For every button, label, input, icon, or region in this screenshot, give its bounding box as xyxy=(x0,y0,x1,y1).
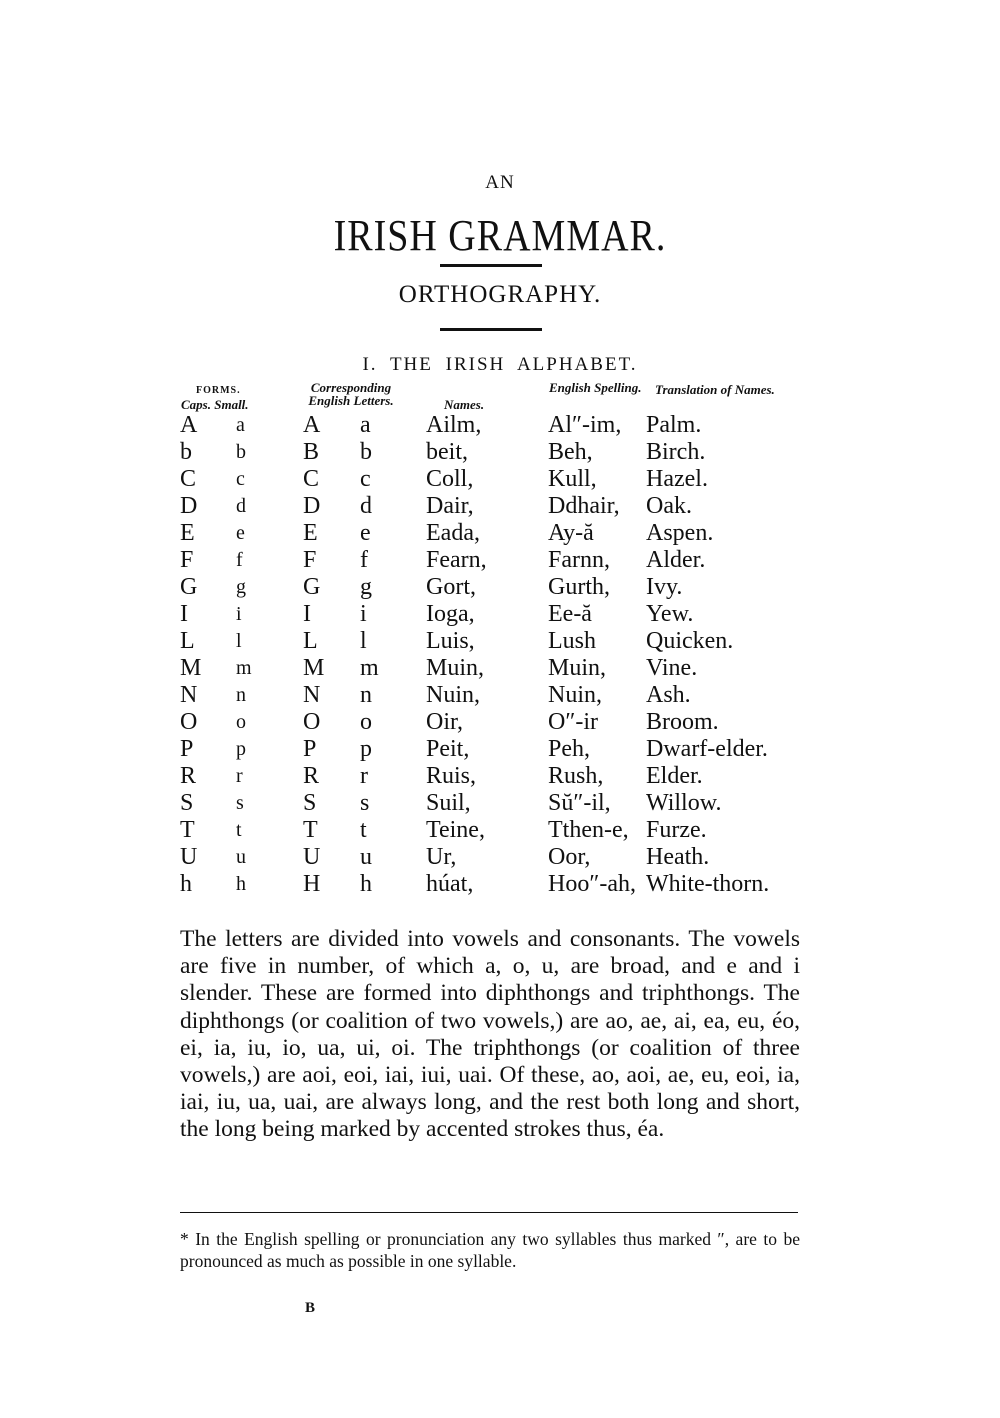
section-title: ORTHOGRAPHY. xyxy=(398,281,602,308)
letter-name: Muin, xyxy=(426,655,485,681)
alphabet-row xyxy=(0,655,1000,682)
page-signature: B xyxy=(305,1300,316,1316)
english-capital: C xyxy=(303,466,320,492)
title-rule xyxy=(440,264,542,267)
alphabet-row xyxy=(0,493,1000,520)
alphabet-row xyxy=(0,763,1000,790)
irish-capital: U xyxy=(180,844,198,870)
english-spelling: Lush xyxy=(548,628,596,654)
irish-small: p xyxy=(236,738,246,760)
letter-name: Dair, xyxy=(426,493,474,519)
english-capital: O xyxy=(303,709,321,735)
english-spelling: Beh, xyxy=(548,439,593,465)
translation: White-thorn. xyxy=(646,871,770,897)
irish-small: d xyxy=(236,495,246,517)
letter-name: Ailm, xyxy=(426,412,482,438)
irish-capital: b xyxy=(180,439,192,465)
alphabet-row xyxy=(0,439,1000,466)
english-spelling: Muin, xyxy=(548,655,607,681)
irish-capital: T xyxy=(180,817,195,843)
letter-name: Fearn, xyxy=(426,547,487,573)
irish-capital: F xyxy=(180,547,194,573)
footnote-rule xyxy=(180,1212,798,1213)
english-spelling: Kull, xyxy=(548,466,597,492)
section-rule xyxy=(440,328,542,331)
irish-small: r xyxy=(236,765,243,787)
english-spelling: Sŭ″-il, xyxy=(548,790,611,816)
irish-small: h xyxy=(236,873,246,895)
translation: Aspen. xyxy=(646,520,714,546)
pre-title: AN xyxy=(485,172,515,193)
english-small: u xyxy=(360,844,372,870)
letter-name: beit, xyxy=(426,439,468,465)
translation: Ash. xyxy=(646,682,691,708)
irish-small: b xyxy=(236,441,246,463)
english-capital: F xyxy=(303,547,317,573)
irish-capital: G xyxy=(180,574,198,600)
letter-name: Teine, xyxy=(426,817,485,843)
header-corresponding: Corresponding English Letters. xyxy=(308,380,394,408)
subsection-title: I. THE IRISH ALPHABET. xyxy=(362,354,638,375)
alphabet-row xyxy=(0,466,1000,493)
letter-name: Peit, xyxy=(426,736,470,762)
alphabet-row xyxy=(0,790,1000,817)
english-capital: B xyxy=(303,439,320,465)
body-paragraph: The letters are divided into vowels and consonants. The vowels are five in number, of which a, o, u, are broad, and e and i slender. These are formed into diphthongs and triphthongs. The diphthongs (or coalition of two vowels,) are ao, ae, ai, ea, eu, éo, ei, ia, iu, io, ua, ui, oi. The triphthongs (or coalition of three vowels,) are aoi, eoi, iai, iui, uai. Of these, ao, aoi, ae, eu, eoi, ia, iai, iu, ua, uai, are always long, and the rest both long and short, the long being marked by accented strokes thus, éa. xyxy=(180,926,800,1143)
english-spelling: Tthen-e, xyxy=(548,817,629,843)
alphabet-row xyxy=(0,601,1000,628)
english-small: a xyxy=(360,412,371,438)
letter-name: húat, xyxy=(426,871,474,897)
english-capital: M xyxy=(303,655,325,681)
english-small: d xyxy=(360,493,372,519)
alphabet-row xyxy=(0,736,1000,763)
irish-capital: M xyxy=(180,655,202,681)
irish-capital: h xyxy=(180,871,192,897)
alphabet-row xyxy=(0,709,1000,736)
irish-small: e xyxy=(236,522,245,544)
english-small: f xyxy=(360,547,368,573)
english-small: p xyxy=(360,736,372,762)
english-spelling: Ay-ă xyxy=(548,520,594,546)
english-capital: E xyxy=(303,520,318,546)
english-capital: N xyxy=(303,682,321,708)
english-spelling: Ee-ă xyxy=(548,601,592,627)
english-small: s xyxy=(360,790,370,816)
translation: Yew. xyxy=(646,601,694,627)
translation: Elder. xyxy=(646,763,703,789)
letter-name: Ruis, xyxy=(426,763,477,789)
header-forms: FORMS. xyxy=(196,385,241,396)
english-spelling: Gurth, xyxy=(548,574,610,600)
irish-small: a xyxy=(236,414,245,436)
english-capital: S xyxy=(303,790,317,816)
english-spelling: Al″-im, xyxy=(548,412,622,438)
english-spelling: Farnn, xyxy=(548,547,610,573)
english-capital: P xyxy=(303,736,317,762)
irish-small: f xyxy=(236,549,243,571)
letter-name: Nuin, xyxy=(426,682,480,708)
irish-capital: S xyxy=(180,790,194,816)
english-small: c xyxy=(360,466,371,492)
irish-small: g xyxy=(236,576,246,598)
alphabet-row xyxy=(0,412,1000,439)
header-english-spelling: English Spelling. xyxy=(549,380,642,395)
english-capital: T xyxy=(303,817,318,843)
alphabet-row xyxy=(0,574,1000,601)
header-translation: Translation of Names. xyxy=(655,382,775,397)
alphabet-row xyxy=(0,844,1000,871)
book-title: IRISH GRAMMAR. xyxy=(333,211,667,261)
irish-small: n xyxy=(236,684,246,706)
translation: Alder. xyxy=(646,547,706,573)
letter-name: Oir, xyxy=(426,709,464,735)
english-small: m xyxy=(360,655,379,681)
english-capital: U xyxy=(303,844,321,870)
irish-capital: N xyxy=(180,682,198,708)
irish-capital: R xyxy=(180,763,197,789)
english-spelling: Nuin, xyxy=(548,682,602,708)
letter-name: Gort, xyxy=(426,574,476,600)
english-small: h xyxy=(360,871,372,897)
english-spelling: Oor, xyxy=(548,844,591,870)
translation: Birch. xyxy=(646,439,706,465)
english-spelling: Ddhair, xyxy=(548,493,620,519)
letter-name: Eada, xyxy=(426,520,480,546)
alphabet-row xyxy=(0,682,1000,709)
translation: Heath. xyxy=(646,844,710,870)
header-caps-small: Caps. Small. xyxy=(181,397,249,412)
translation: Furze. xyxy=(646,817,707,843)
irish-small: o xyxy=(236,711,246,733)
english-capital: H xyxy=(303,871,321,897)
irish-small: t xyxy=(236,819,242,841)
alphabet-row xyxy=(0,628,1000,655)
header-names: Names. xyxy=(444,397,485,412)
footnote: * In the English spelling or pronunciation any two syllables thus marked ″, are to be pronounced as much as possible in one syllable. xyxy=(180,1229,800,1271)
english-capital: A xyxy=(303,412,321,438)
letter-name: Coll, xyxy=(426,466,474,492)
irish-capital: D xyxy=(180,493,198,519)
translation: Vine. xyxy=(646,655,698,681)
english-spelling: Peh, xyxy=(548,736,590,762)
alphabet-row xyxy=(0,520,1000,547)
irish-capital: A xyxy=(180,412,198,438)
irish-small: u xyxy=(236,846,246,868)
translation: Palm. xyxy=(646,412,702,438)
english-small: n xyxy=(360,682,372,708)
english-capital: G xyxy=(303,574,321,600)
english-capital: D xyxy=(303,493,321,519)
translation: Ivy. xyxy=(646,574,683,600)
irish-small: i xyxy=(236,603,242,625)
english-small: l xyxy=(360,628,367,654)
english-small: t xyxy=(360,817,367,843)
alphabet-row xyxy=(0,817,1000,844)
translation: Dwarf-elder. xyxy=(646,736,768,762)
english-small: i xyxy=(360,601,367,627)
english-small: e xyxy=(360,520,371,546)
english-capital: L xyxy=(303,628,318,654)
irish-capital: E xyxy=(180,520,195,546)
letter-name: Ioga, xyxy=(426,601,475,627)
translation: Broom. xyxy=(646,709,719,735)
translation: Quicken. xyxy=(646,628,734,654)
irish-small: m xyxy=(236,657,252,679)
irish-small: l xyxy=(236,630,242,652)
alphabet-row xyxy=(0,547,1000,574)
english-capital: R xyxy=(303,763,320,789)
translation: Hazel. xyxy=(646,466,708,492)
english-capital: I xyxy=(303,601,311,627)
irish-capital: L xyxy=(180,628,195,654)
english-small: r xyxy=(360,763,368,789)
irish-capital: C xyxy=(180,466,197,492)
translation: Oak. xyxy=(646,493,692,519)
letter-name: Luis, xyxy=(426,628,475,654)
irish-small: s xyxy=(236,792,244,814)
translation: Willow. xyxy=(646,790,722,816)
english-small: g xyxy=(360,574,372,600)
english-spelling: O″-ir xyxy=(548,709,598,735)
irish-capital: P xyxy=(180,736,194,762)
english-small: b xyxy=(360,439,372,465)
letter-name: Ur, xyxy=(426,844,457,870)
english-spelling: Rush, xyxy=(548,763,604,789)
english-small: o xyxy=(360,709,372,735)
irish-capital: I xyxy=(180,601,188,627)
irish-small: c xyxy=(236,468,245,490)
alphabet-row xyxy=(0,871,1000,898)
english-spelling: Hoo″-ah, xyxy=(548,871,636,897)
irish-capital: O xyxy=(180,709,198,735)
letter-name: Suil, xyxy=(426,790,471,816)
